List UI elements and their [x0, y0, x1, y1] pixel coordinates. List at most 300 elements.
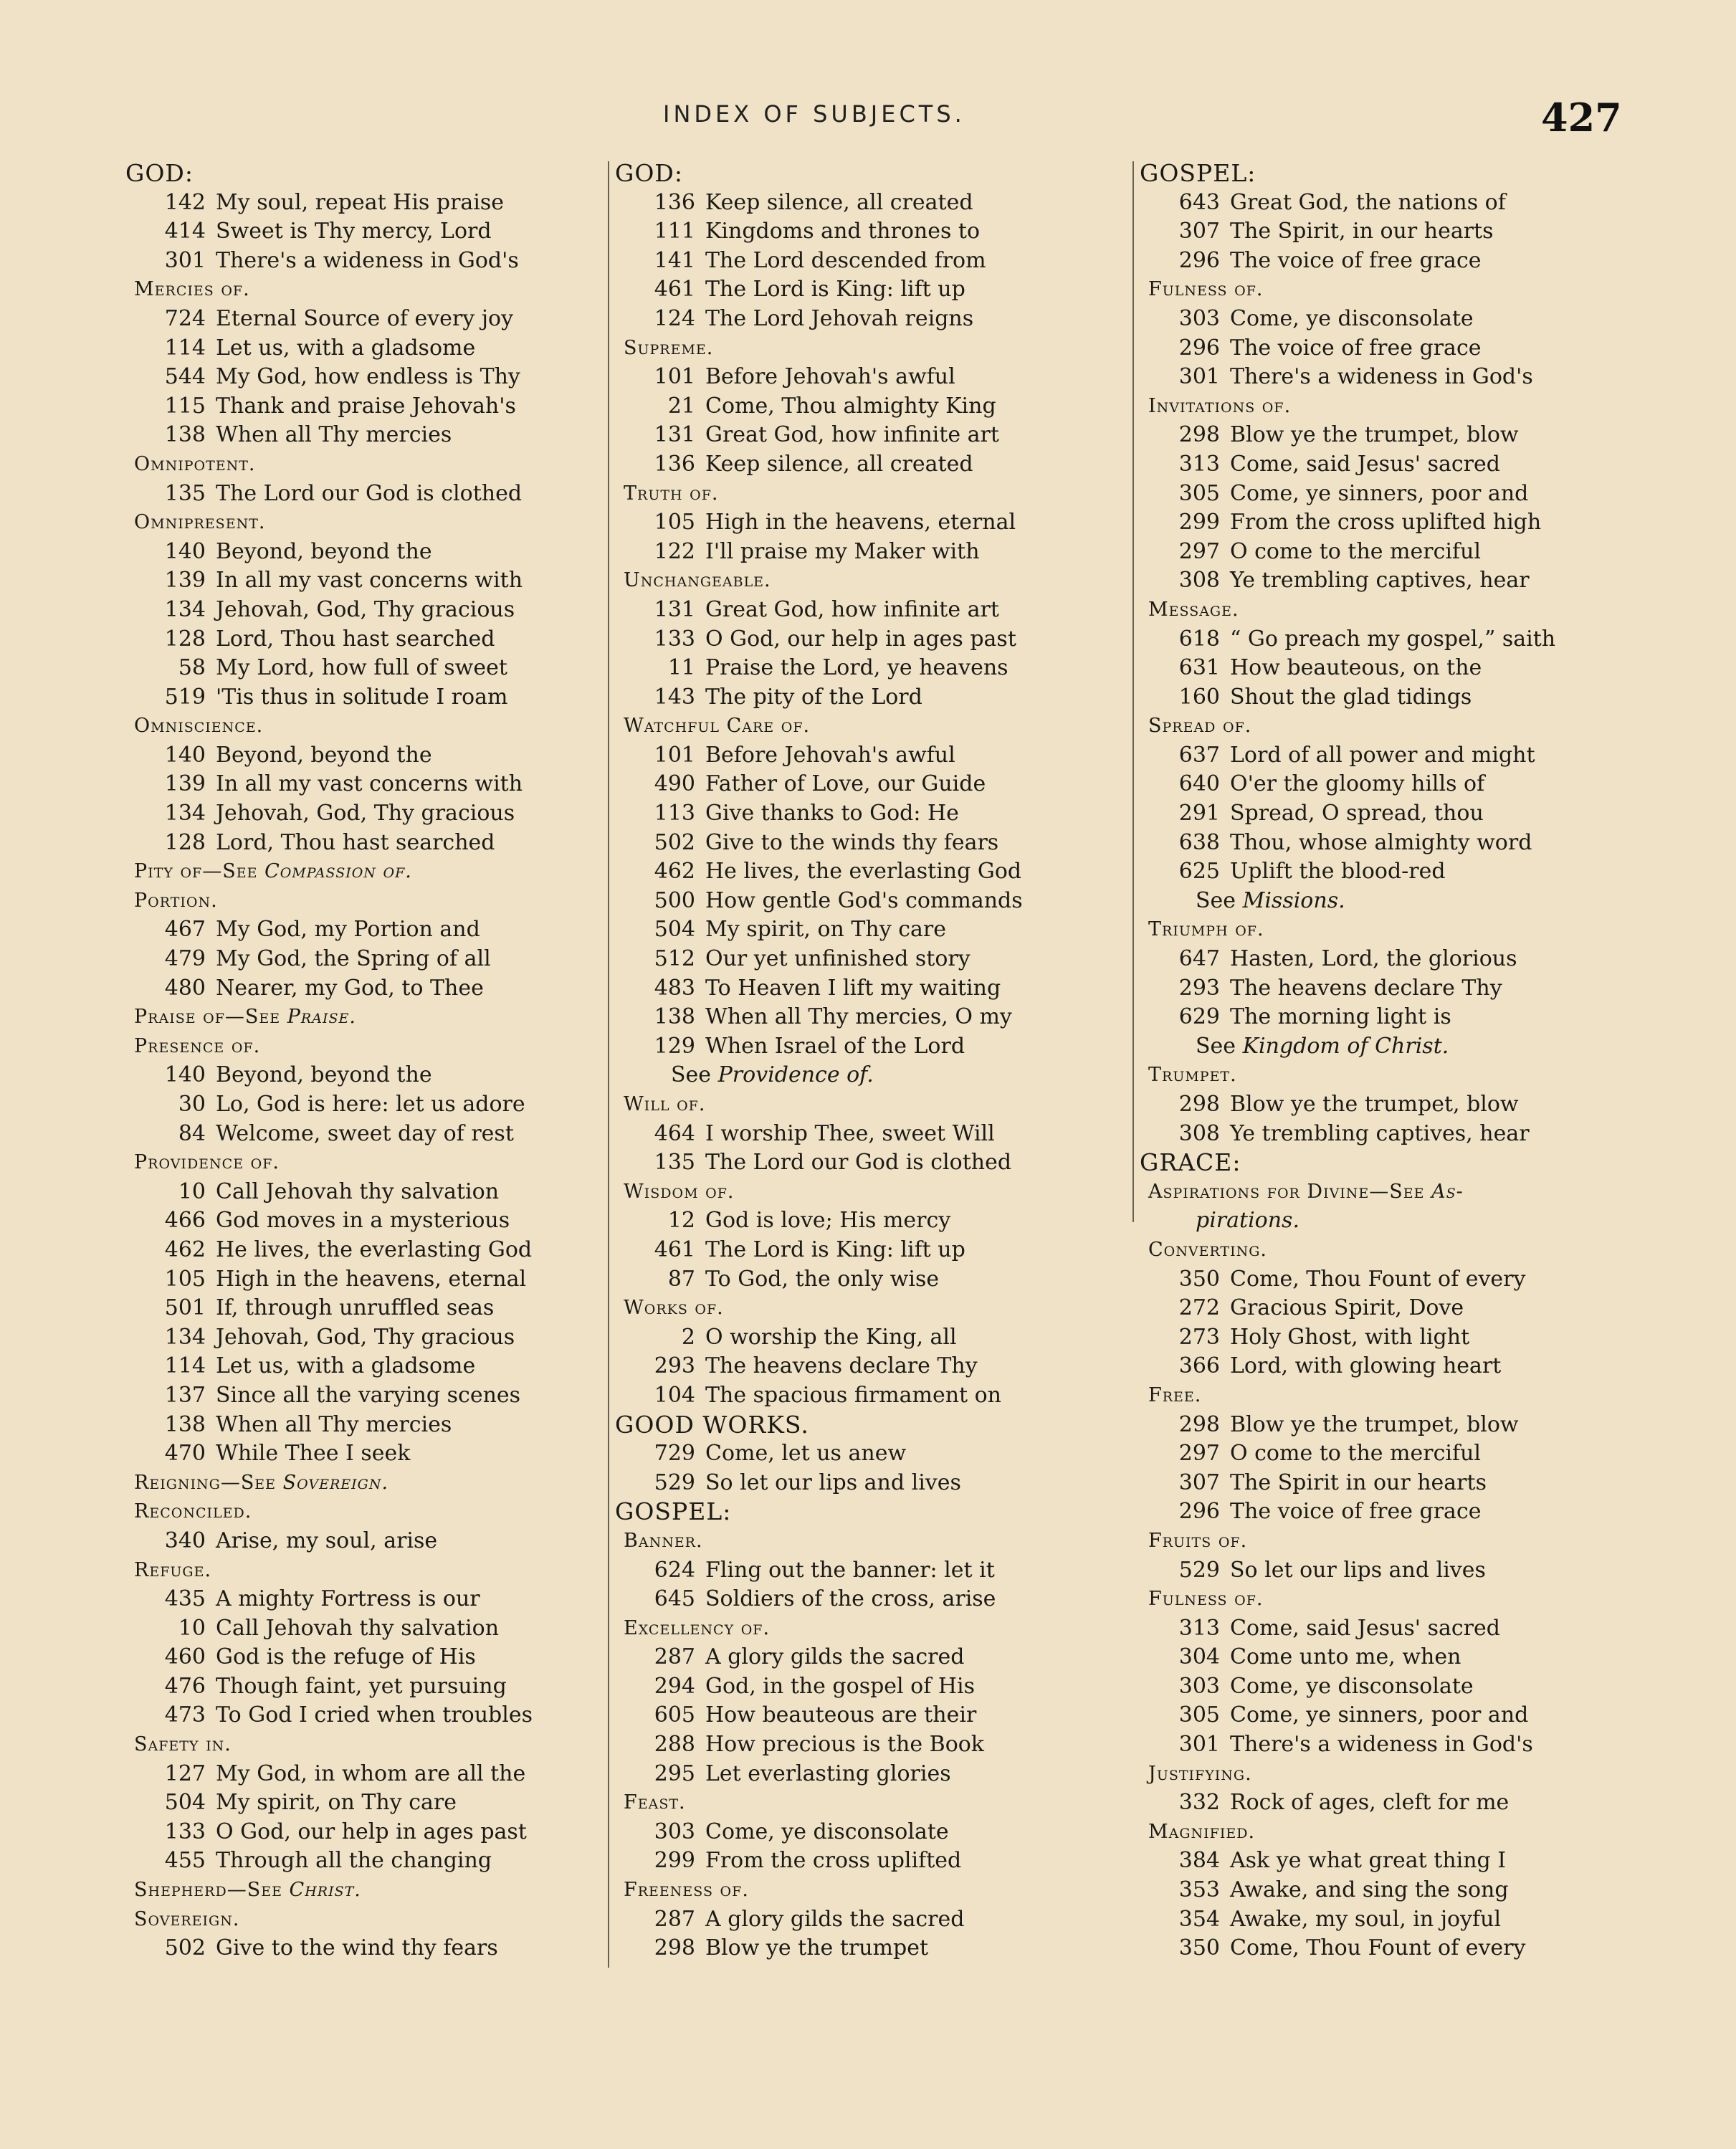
- first-line: Call Jehovah thy salvation: [216, 1178, 500, 1204]
- index-entry: [615, 189, 1110, 218]
- first-line: God is love; His mercy: [705, 1208, 951, 1234]
- index-entry: [1140, 1265, 1634, 1295]
- subject-heading: GOD:: [615, 159, 683, 187]
- first-line: How precious is the Book: [705, 1732, 984, 1758]
- index-entry: [125, 217, 620, 247]
- first-line: If, through unruffled seas: [216, 1295, 495, 1321]
- first-line: When all Thy mercies: [216, 422, 452, 448]
- hymn-number: 140: [164, 538, 206, 564]
- index-column-1: [125, 159, 620, 1963]
- first-line: Before Jehovah's awful: [705, 742, 955, 768]
- hymn-number: 625: [1178, 859, 1220, 885]
- first-line: The voice of free grace: [1230, 247, 1482, 273]
- subheading: Converting.: [1148, 1238, 1267, 1261]
- first-line: Thank and praise Jehovah's: [216, 393, 516, 419]
- index-entry: [125, 480, 620, 509]
- first-line: To Heaven I lift my waiting: [705, 975, 1001, 1001]
- hymn-number: 297: [1178, 1441, 1220, 1467]
- see-label: See: [671, 1062, 718, 1088]
- hymn-number: 640: [1178, 771, 1220, 797]
- subheading: Feast.: [624, 1791, 686, 1814]
- index-entry: [125, 829, 620, 858]
- hymn-number: 483: [654, 975, 695, 1001]
- hymn-number: 84: [178, 1120, 206, 1146]
- first-line: Fling out the banner: let it: [705, 1557, 995, 1583]
- hymn-number: 288: [654, 1732, 695, 1758]
- index-entry: [615, 799, 1110, 829]
- hymn-number: 298: [654, 1935, 695, 1961]
- cross-reference-target: Sovereign.: [282, 1471, 389, 1494]
- first-line: My God, my Portion and: [216, 917, 480, 943]
- index-entry: [125, 1760, 620, 1789]
- hymn-number: 313: [1178, 1615, 1220, 1641]
- hymn-number: 464: [654, 1120, 695, 1146]
- subheading: Omnipotent.: [134, 452, 256, 475]
- hymn-number: 11: [667, 655, 695, 681]
- first-line: Give thanks to God: He: [705, 801, 959, 826]
- hymn-number: 605: [654, 1702, 695, 1728]
- hymn-number: 504: [164, 1790, 206, 1816]
- index-entry: [615, 363, 1110, 392]
- subheading: Providence of.: [134, 1151, 280, 1174]
- subheading: Free.: [1148, 1383, 1202, 1406]
- hymn-number: 138: [164, 422, 206, 448]
- first-line: Ask ye what great thing I: [1230, 1848, 1507, 1874]
- hymn-number: 466: [164, 1208, 206, 1234]
- column-divider: [1132, 161, 1134, 1222]
- index-entry: [125, 1120, 620, 1149]
- hymn-number: 114: [164, 1353, 206, 1379]
- hymn-number: 435: [164, 1586, 206, 1612]
- first-line: The Lord our God is clothed: [216, 480, 523, 506]
- first-line: God, in the gospel of His: [705, 1673, 976, 1699]
- hymn-number: 101: [654, 364, 695, 390]
- first-line: O God, our help in ages past: [705, 626, 1016, 652]
- first-line: So let our lips and lives: [705, 1469, 961, 1495]
- first-line: How gentle God's commands: [705, 887, 1023, 913]
- first-line: Let us, with a gladsome: [216, 335, 476, 361]
- hymn-number: 618: [1178, 626, 1220, 652]
- index-entry: [1140, 1876, 1634, 1905]
- index-entry: [125, 363, 620, 392]
- subheading: Spread of.: [1148, 715, 1252, 738]
- index-entry: [615, 1585, 1110, 1614]
- hymn-number: 544: [164, 364, 206, 390]
- hymn-number: 138: [654, 1004, 695, 1030]
- subheading: Fruits of.: [1148, 1529, 1248, 1552]
- subheading: Safety in.: [134, 1733, 232, 1756]
- hymn-number: 301: [1178, 1732, 1220, 1758]
- hymn-number: 643: [1178, 189, 1220, 215]
- index-entry: [1140, 770, 1634, 799]
- subheading: Unchangeable.: [624, 569, 771, 592]
- index-entry: [125, 945, 620, 974]
- hymn-number: 502: [654, 829, 695, 855]
- first-line: High in the heavens, eternal: [705, 510, 1016, 535]
- hymn-number: 142: [164, 189, 206, 215]
- index-entry: [125, 1381, 620, 1411]
- cross-reference-label: Reigning—See: [134, 1471, 283, 1494]
- index-entry: [1140, 1439, 1634, 1469]
- hymn-number: 139: [164, 568, 206, 594]
- subheading: Supreme.: [624, 336, 714, 359]
- hymn-number: 467: [164, 917, 206, 943]
- first-line: “ Go preach my gospel,” saith: [1230, 626, 1556, 652]
- subheading: Omnipresent.: [134, 511, 266, 534]
- subheading: Watchful Care of.: [624, 715, 811, 738]
- first-line: Rock of ages, cleft for me: [1230, 1790, 1510, 1816]
- subheading: Banner.: [624, 1529, 703, 1552]
- index-entry: [615, 392, 1110, 421]
- first-line: Spread, O spread, thou: [1230, 801, 1484, 826]
- index-entry: [1140, 421, 1634, 450]
- index-entry: [615, 1760, 1110, 1789]
- hymn-number: 305: [1178, 1702, 1220, 1728]
- index-entry: [615, 945, 1110, 974]
- index-entry: [125, 654, 620, 683]
- hymn-number: 134: [164, 801, 206, 826]
- first-line: Awake, and sing the song: [1230, 1877, 1509, 1903]
- first-line: Blow ye the trumpet: [705, 1935, 929, 1961]
- index-entry: [1140, 1730, 1634, 1760]
- first-line: O God, our help in ages past: [216, 1819, 527, 1844]
- index-entry: [1140, 1411, 1634, 1440]
- index-entry: [615, 1236, 1110, 1265]
- index-entry: [1140, 189, 1634, 218]
- index-entry: [1140, 1556, 1634, 1586]
- index-entry: [125, 189, 620, 218]
- index-entry: [615, 625, 1110, 654]
- hymn-number: 133: [654, 626, 695, 652]
- first-line: Come, Thou almighty King: [705, 393, 996, 419]
- index-entry: [1140, 1120, 1634, 1149]
- hymn-number: 512: [654, 946, 695, 972]
- index-entry: [1140, 1090, 1634, 1120]
- first-line: I'll praise my Maker with: [705, 538, 980, 564]
- first-line: From the cross uplifted: [705, 1848, 962, 1874]
- cross-reference-target: Praise.: [287, 1006, 356, 1029]
- hymn-number: 301: [1178, 364, 1220, 390]
- first-line: 'Tis thus in solitude I roam: [216, 684, 508, 710]
- first-line: When Israel of the Lord: [705, 1033, 965, 1059]
- hymn-number: 480: [164, 975, 206, 1001]
- hymn-number: 490: [654, 771, 695, 797]
- subheading: Refuge.: [134, 1558, 212, 1581]
- hymn-number: 101: [654, 742, 695, 768]
- index-entry: [125, 770, 620, 799]
- hymn-number: 299: [654, 1848, 695, 1874]
- cross-reference-label: Aspirations for Divine—See: [1148, 1180, 1432, 1203]
- index-entry: [1140, 1643, 1634, 1672]
- first-line: Ye trembling captives, hear: [1230, 1120, 1530, 1146]
- hymn-number: 287: [654, 1906, 695, 1932]
- subject-heading: GOD:: [125, 159, 194, 187]
- hymn-number: 294: [654, 1673, 695, 1699]
- hymn-number: 303: [1178, 305, 1220, 331]
- hymn-number: 501: [164, 1295, 206, 1321]
- first-line: Great God, the nations of: [1230, 189, 1506, 215]
- first-line: Jehovah, God, Thy gracious: [216, 801, 515, 826]
- hymn-number: 303: [654, 1819, 695, 1844]
- index-entry: [615, 1818, 1110, 1847]
- hymn-number: 141: [654, 247, 695, 273]
- index-entry: [125, 1265, 620, 1295]
- index-entry: [125, 1788, 620, 1818]
- hymn-number: 136: [654, 451, 695, 477]
- index-entry: [1140, 654, 1634, 683]
- hymn-number: 461: [654, 277, 695, 302]
- index-entry: [615, 1003, 1110, 1032]
- index-entry: [125, 1411, 620, 1440]
- first-line: Call Jehovah thy salvation: [216, 1615, 500, 1641]
- first-line: Thou, whose almighty word: [1230, 829, 1532, 855]
- first-line: The heavens declare Thy: [1230, 975, 1502, 1001]
- first-line: Through all the changing: [216, 1848, 492, 1874]
- index-entry: [1140, 1352, 1634, 1381]
- index-entry: [125, 1294, 620, 1323]
- subheading: Works of.: [624, 1297, 724, 1320]
- subheading: Sovereign.: [134, 1907, 240, 1930]
- index-entry: [125, 741, 620, 771]
- index-entry: [1140, 305, 1634, 334]
- first-line: Give to the winds thy fears: [705, 829, 999, 855]
- index-entry: [1140, 247, 1634, 276]
- first-line: He lives, the everlasting God: [216, 1236, 533, 1262]
- first-line: Come, ye sinners, poor and: [1230, 1702, 1529, 1728]
- see-reference-continued: [1140, 1206, 1634, 1236]
- first-line: God moves in a mysterious: [216, 1208, 510, 1234]
- hymn-number: 113: [654, 801, 695, 826]
- index-entry: [125, 1178, 620, 1207]
- subheading: Triumph of.: [1148, 918, 1264, 941]
- index-entry: [615, 1381, 1110, 1411]
- hymn-number: 298: [1178, 1092, 1220, 1117]
- hymn-number: 131: [654, 596, 695, 622]
- index-entry: [615, 887, 1110, 916]
- index-entry: [615, 247, 1110, 276]
- hymn-number: 10: [178, 1178, 206, 1204]
- index-entry: [615, 1206, 1110, 1236]
- subject-heading: GOSPEL:: [615, 1497, 732, 1526]
- hymn-number: 12: [667, 1208, 695, 1234]
- index-entry: [615, 770, 1110, 799]
- hymn-number: 476: [164, 1673, 206, 1699]
- first-line: Beyond, beyond the: [216, 742, 432, 768]
- hymn-number: 297: [1178, 538, 1220, 564]
- index-entry: [615, 1905, 1110, 1935]
- hymn-number: 502: [164, 1935, 206, 1961]
- hymn-number: 462: [164, 1236, 206, 1262]
- subject-heading: GOSPEL:: [1140, 159, 1256, 187]
- first-line: Come, Thou Fount of every: [1230, 1935, 1526, 1961]
- first-line: From the cross uplifted high: [1230, 510, 1542, 535]
- first-line: The Spirit in our hearts: [1230, 1469, 1487, 1495]
- hymn-number: 138: [164, 1411, 206, 1437]
- index-entry: [615, 1701, 1110, 1730]
- hymn-number: 104: [654, 1382, 695, 1408]
- index-entry: [125, 538, 620, 567]
- index-entry: [615, 1643, 1110, 1672]
- hymn-number: 133: [164, 1819, 206, 1844]
- first-line: Ye trembling captives, hear: [1230, 568, 1530, 594]
- hymn-number: 293: [654, 1353, 695, 1379]
- index-entry: [1140, 974, 1634, 1004]
- subheading: Message.: [1148, 598, 1239, 621]
- hymn-number: 135: [654, 1150, 695, 1176]
- index-entry: [1140, 1672, 1634, 1702]
- see-reference: [1140, 1032, 1634, 1062]
- index-entry: [125, 1818, 620, 1847]
- index-entry: [125, 1090, 620, 1120]
- first-line: Uplift the blood-red: [1230, 859, 1446, 885]
- first-line: Lo, God is here: let us adore: [216, 1092, 525, 1117]
- first-line: When all Thy mercies: [216, 1411, 452, 1437]
- index-entry: [125, 1847, 620, 1876]
- index-entry: [1140, 538, 1634, 567]
- index-entry: [1140, 450, 1634, 480]
- hymn-number: 529: [1178, 1557, 1220, 1583]
- index-entry: [125, 596, 620, 625]
- running-title: INDEX OF SUBJECTS.: [663, 100, 965, 128]
- first-line: Let us, with a gladsome: [216, 1353, 476, 1379]
- first-line: So let our lips and lives: [1230, 1557, 1486, 1583]
- first-line: While Thee I seek: [216, 1441, 411, 1467]
- index-entry: [125, 1527, 620, 1556]
- index-entry: [125, 1352, 620, 1381]
- first-line: O come to the merciful: [1230, 538, 1482, 564]
- first-line: The pity of the Lord: [705, 684, 922, 710]
- hymn-number: 470: [164, 1441, 206, 1467]
- hymn-number: 114: [164, 335, 206, 361]
- first-line: The voice of free grace: [1230, 1499, 1482, 1525]
- index-column-2: [615, 159, 1110, 1963]
- index-entry: [125, 1643, 620, 1672]
- first-line: Before Jehovah's awful: [705, 364, 955, 390]
- first-line: Jehovah, God, Thy gracious: [216, 596, 515, 622]
- page-number: 427: [1541, 95, 1622, 140]
- index-column-3: [1140, 159, 1634, 1963]
- first-line: In all my vast concerns with: [216, 568, 523, 594]
- index-entry: [615, 1352, 1110, 1381]
- hymn-number: 127: [164, 1760, 206, 1786]
- first-line: My God, in whom are all the: [216, 1760, 526, 1786]
- index-entry: [125, 1323, 620, 1353]
- first-line: He lives, the everlasting God: [705, 859, 1022, 885]
- hymn-number: 304: [1178, 1644, 1220, 1670]
- first-line: The morning light is: [1230, 1004, 1451, 1030]
- index-entry: [615, 915, 1110, 945]
- subheading: Mercies of.: [134, 278, 250, 301]
- index-entry: [1140, 1847, 1634, 1876]
- first-line: Come, let us anew: [705, 1441, 907, 1467]
- hymn-number: 30: [178, 1092, 206, 1117]
- hymn-number: 295: [654, 1760, 695, 1786]
- subheading: Excellency of.: [624, 1616, 771, 1639]
- index-entry: [125, 1206, 620, 1236]
- index-entry: [1140, 1934, 1634, 1963]
- first-line: The spacious firmament on: [705, 1382, 1001, 1408]
- index-entry: [615, 829, 1110, 858]
- index-entry: [1140, 683, 1634, 713]
- index-entry: [615, 683, 1110, 713]
- first-line: Keep silence, all created: [705, 189, 973, 215]
- index-entry: [615, 1148, 1110, 1178]
- index-entry: [125, 625, 620, 654]
- hymn-number: 350: [1178, 1266, 1220, 1292]
- hymn-number: 340: [164, 1528, 206, 1553]
- hymn-number: 473: [164, 1702, 206, 1728]
- index-entry: [125, 1439, 620, 1469]
- index-entry: [615, 1672, 1110, 1702]
- first-line: There's a wideness in God's: [1230, 364, 1533, 390]
- index-entry: [615, 654, 1110, 683]
- index-entry: [125, 1061, 620, 1090]
- index-entry: [125, 334, 620, 363]
- subheading: Omniscience.: [134, 715, 264, 738]
- subheading: Wisdom of.: [624, 1180, 735, 1203]
- cross-reference-target: Compassion of.: [264, 860, 412, 883]
- hymn-number: 296: [1178, 335, 1220, 361]
- hymn-number: 105: [654, 510, 695, 535]
- index-entry: [615, 1934, 1110, 1963]
- first-line: To God, the only wise: [705, 1266, 940, 1292]
- cross-reference: [125, 857, 620, 887]
- index-entry: [615, 450, 1110, 480]
- hymn-number: 105: [164, 1266, 206, 1292]
- first-line: Though faint, yet pursuing: [216, 1673, 507, 1699]
- index-entry: [125, 392, 620, 421]
- first-line: The voice of free grace: [1230, 335, 1482, 361]
- subheading: Invitations of.: [1148, 394, 1292, 417]
- first-line: Awake, my soul, in joyful: [1230, 1906, 1502, 1932]
- index-entry: [1140, 566, 1634, 596]
- index-entry: [125, 247, 620, 276]
- hymn-number: 140: [164, 742, 206, 768]
- index-entry: [1140, 508, 1634, 538]
- first-line: In all my vast concerns with: [216, 771, 523, 797]
- subheading: Justifying.: [1148, 1762, 1252, 1785]
- hymn-number: 115: [164, 393, 206, 419]
- hymn-number: 135: [164, 480, 206, 506]
- hymn-number: 301: [164, 247, 206, 273]
- hymn-number: 724: [164, 305, 206, 331]
- first-line: My God, the Spring of all: [216, 946, 491, 972]
- hymn-number: 143: [654, 684, 695, 710]
- subheading: Presence of.: [134, 1034, 261, 1057]
- see-label: See: [1196, 1033, 1243, 1059]
- hymn-number: 305: [1178, 480, 1220, 506]
- first-line: Lord, Thou hast searched: [216, 626, 495, 652]
- hymn-number: 479: [164, 946, 206, 972]
- first-line: Kingdoms and thrones to: [705, 219, 981, 244]
- hymn-number: 307: [1178, 219, 1220, 244]
- index-entry: [615, 857, 1110, 887]
- index-entry: [615, 1469, 1110, 1498]
- hymn-number: 460: [164, 1644, 206, 1670]
- first-line: To God I cried when troubles: [216, 1702, 533, 1728]
- subheading: Fulness of.: [1148, 278, 1264, 301]
- index-entry: [1140, 1497, 1634, 1527]
- first-line: Lord, with glowing heart: [1230, 1353, 1502, 1379]
- hymn-number: 128: [164, 829, 206, 855]
- first-line: Jehovah, God, Thy gracious: [216, 1324, 515, 1350]
- see-reference: [1140, 887, 1634, 916]
- hymn-number: 87: [667, 1266, 695, 1292]
- page-header: [0, 95, 1736, 143]
- first-line: Since all the varying scenes: [216, 1382, 521, 1408]
- first-line: My God, how endless is Thy: [216, 364, 520, 390]
- index-entry: [615, 1032, 1110, 1062]
